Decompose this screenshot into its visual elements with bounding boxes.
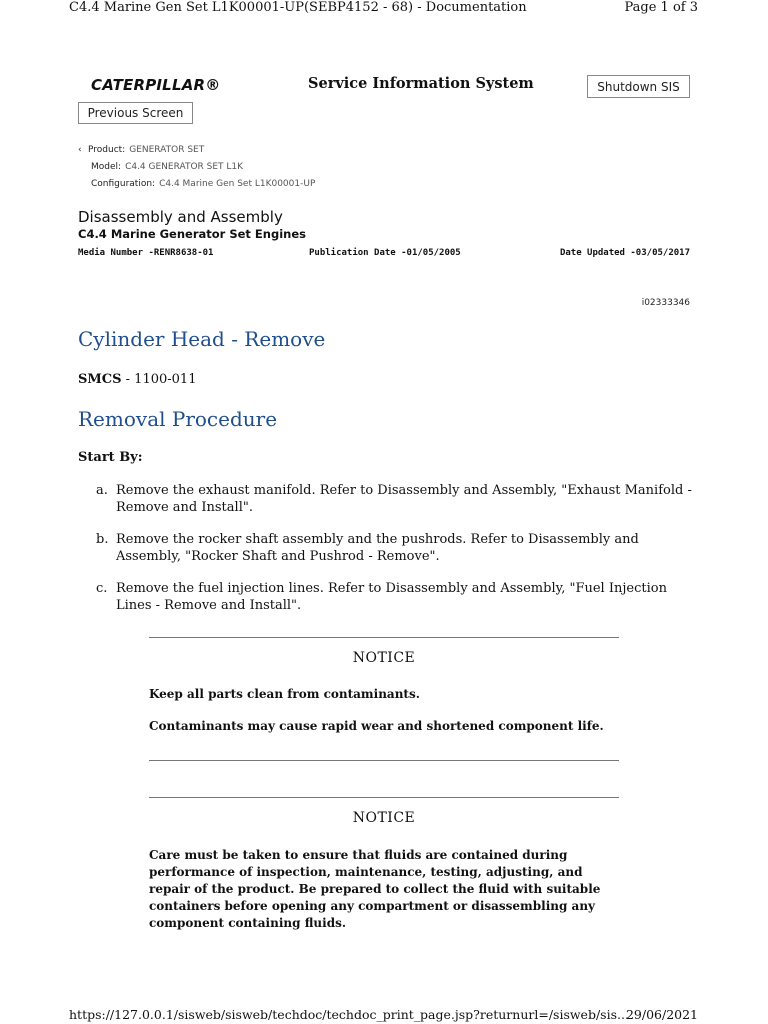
- list-item: [96, 531, 696, 565]
- product-label: Product:: [88, 145, 126, 155]
- previous-screen-button[interactable]: Previous Screen: [78, 102, 193, 124]
- product-row: [78, 145, 204, 155]
- print-footer-url: https://127.0.0.1/sisweb/sisweb/techdoc/techdoc_print_page.jsp?returnurl=/sisweb/sis...: [69, 1007, 629, 1022]
- page-title: Cylinder Head - Remove: [78, 327, 326, 351]
- media-number: Media Number -RENR8638-01: [78, 248, 214, 258]
- step-text: Remove the fuel injection lines. Refer to Disassembly and Assembly, "Fuel Injection Lines - Remove and Install".: [116, 581, 667, 613]
- step-text: Remove the exhaust manifold. Refer to Disassembly and Assembly, "Exhaust Manifold - Remove and Install".: [116, 483, 692, 515]
- document-subtitle: C4.4 Marine Generator Set Engines: [78, 227, 306, 241]
- list-marker: b.: [96, 532, 109, 547]
- document-title: Disassembly and Assembly: [78, 208, 283, 226]
- model-row: [91, 162, 243, 172]
- model-label: Model:: [91, 162, 122, 172]
- configuration-row: [91, 179, 315, 189]
- smcs-value: - 1100-011: [121, 372, 197, 387]
- notice-text: Contaminants may cause rapid wear and shortened component life.: [149, 719, 604, 733]
- smcs-label: SMCS: [78, 372, 122, 387]
- shutdown-sis-button[interactable]: Shutdown SIS: [587, 75, 690, 98]
- notice-top-divider: [149, 797, 619, 798]
- caterpillar-logo: CATERPILLAR®: [91, 76, 221, 94]
- configuration-label: Configuration:: [91, 179, 156, 189]
- list-marker: c.: [96, 581, 108, 596]
- publication-date: Publication Date -01/05/2005: [309, 248, 461, 258]
- notice-text: Care must be taken to ensure that fluids are contained during performance of inspection, maintenance, testing, adjusting, and repair of the product. Be prepared to collect the fluid with suitable containers before opening any compartment or disassembling any component containing fluids.: [149, 848, 601, 930]
- print-footer-date: 29/06/2021: [625, 1007, 698, 1022]
- notice-title: NOTICE: [352, 810, 416, 826]
- configuration-value: C4.4 Marine Gen Set L1K00001-UP: [159, 179, 316, 189]
- procedure-heading: Removal Procedure: [78, 407, 278, 431]
- print-header-page: Page 1 of 3: [624, 0, 698, 15]
- notice-title: NOTICE: [352, 650, 416, 666]
- product-value: GENERATOR SET: [129, 145, 205, 155]
- print-header-title: C4.4 Marine Gen Set L1K00001-UP(SEBP4152 - 68) - Documentation: [69, 0, 527, 15]
- document-id: i02333346: [641, 298, 690, 308]
- step-text: Remove the rocker shaft assembly and the pushrods. Refer to Disassembly and Assembly, "Rocker Shaft and Pushrod - Remove".: [116, 532, 639, 564]
- smcs-code: [78, 372, 196, 387]
- start-by-list: [96, 482, 696, 629]
- list-marker: a.: [96, 483, 108, 498]
- model-value: C4.4 GENERATOR SET L1K: [125, 162, 244, 172]
- date-updated: Date Updated -03/05/2017: [559, 248, 690, 258]
- system-title: Service Information System: [308, 75, 534, 92]
- list-item: [96, 482, 696, 516]
- list-item: [96, 580, 696, 614]
- notice-top-divider: [149, 637, 619, 638]
- notice-text: Keep all parts clean from contaminants.: [149, 687, 420, 701]
- collapse-chevron-icon[interactable]: ‹: [78, 145, 82, 155]
- start-by-label: Start By:: [78, 450, 143, 465]
- notice-bottom-divider: [149, 760, 619, 761]
